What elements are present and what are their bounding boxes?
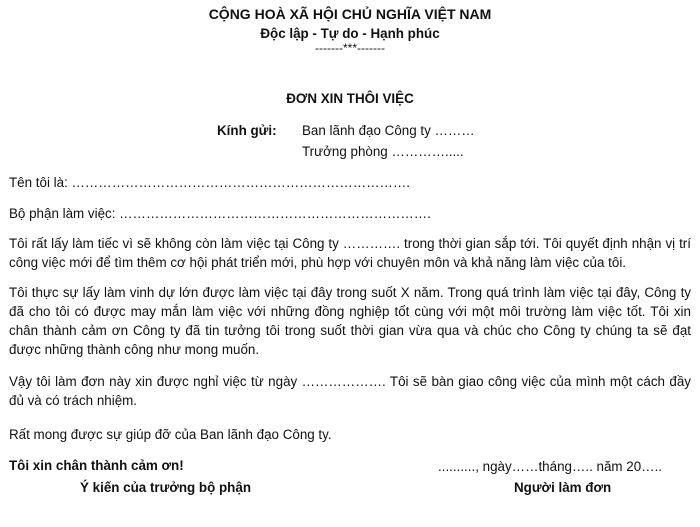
recipient-label: Kính gửi: — [217, 123, 277, 138]
paragraph-request-text: Vậy tôi làm đơn này xin được nghỉ việc từ ngày ………………. Tôi sẽ bàn giao công việc của mình một cách đầy đủ và có trách nhiệm. — [9, 374, 691, 408]
recipient-line-1: Ban lãnh đạo Công ty ……… — [302, 123, 475, 138]
header-separator: -------***------- — [315, 41, 385, 55]
paragraph-reason-text: Tôi rất lấy làm tiếc vì sẽ không còn làm việc tại Công ty …………. trong thời gian sắp tới. Tôi quyết định nhận vị trí công việc mới để tìm thêm cơ hội phát triển mới, phù hợp với chuyên môn và khả năng làm việc của tôi. — [9, 236, 691, 270]
paragraph-gratitude — [9, 283, 691, 359]
recipient-line-2: Trưởng phòng …………..... — [302, 144, 464, 159]
motto: Độc lập - Tự do - Hạnh phúc — [260, 26, 440, 41]
paragraph-support: Rất mong được sự giúp đỡ của Ban lãnh đạo Công ty. — [9, 427, 332, 442]
document-title: ĐƠN XIN THÔI VIỆC — [286, 91, 414, 106]
department-field: Bộ phận làm việc: ……………………………………………………………. — [9, 206, 431, 221]
paragraph-reason — [9, 234, 691, 272]
signature-department-head: Ý kiến của trưởng bộ phận — [80, 480, 251, 495]
signature-applicant: Người làm đơn — [514, 480, 612, 495]
closing-thanks: Tôi xin chân thành cảm ơn! — [9, 458, 184, 473]
name-field: Tên tôi là: …………………………………………………………………. — [9, 175, 411, 190]
paragraph-gratitude-text: Tôi thực sự lấy làm vinh dự lớn được làm việc tại đây trong suốt X năm. Trong quá trình làm việc tại đây, Công ty đã cho tôi có được may mắn làm việc với những đồng nghiệp tốt cùng với một môi trường làm việc tốt. Tôi xin chân thành cảm ơn Công ty đã tin tưởng tôi trong suốt thời gian vừa qua và chúc cho Công ty chúng ta sẽ đạt được những thành công như mong muốn. — [9, 285, 691, 357]
country-heading: CỘNG HOÀ XÃ HỘI CHỦ NGHĨA VIỆT NAM — [208, 6, 492, 22]
date-line: .........., ngày……tháng….. năm 20….. — [438, 459, 663, 474]
paragraph-request — [9, 372, 691, 410]
